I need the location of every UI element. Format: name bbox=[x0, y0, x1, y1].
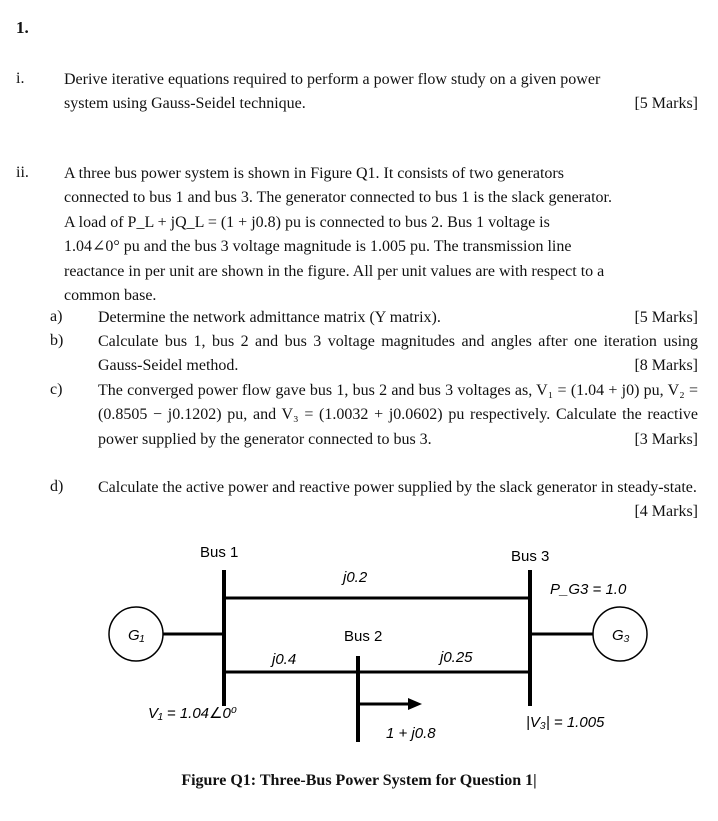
subpart-c-line-4-text: bus 3. bbox=[393, 430, 432, 448]
subpart-c-letter: c) bbox=[50, 381, 63, 398]
subpart-a-marks: [5 Marks] bbox=[634, 309, 698, 326]
bus-1-label: Bus 1 bbox=[200, 544, 239, 561]
v3-label: |V₃| = 1.005 bbox=[526, 714, 605, 731]
part-i-line-2-text: system using Gauss-Seidel technique. bbox=[64, 95, 306, 113]
subpart-b-line-2-text: using Gauss-Seidel method. bbox=[98, 333, 699, 375]
subpart-c-line-2: (1.04 + j0) pu, V₂ = (0.8505 − j0.1202) pu, and V₃ = (1.0032 + j0.0602) pu bbox=[98, 382, 699, 424]
subpart-a-text bbox=[98, 306, 698, 330]
part-i-marks: [5 Marks] bbox=[634, 95, 698, 113]
line-2-3-reactance: j0.25 bbox=[440, 649, 473, 666]
part-ii-text bbox=[64, 162, 698, 308]
part-ii-numeral: ii. bbox=[16, 164, 29, 181]
line-1-2-reactance: j0.4 bbox=[272, 651, 297, 668]
part-ii-line-2: connected to bus 1 and bus 3. The generator connected to bus 1 is the slack generator. bbox=[64, 189, 612, 207]
subpart-d-line-2 bbox=[617, 479, 698, 521]
part-i-line-2 bbox=[64, 92, 698, 116]
part-i-text bbox=[64, 68, 698, 117]
pg3-label: P_G3 = 1.0 bbox=[550, 581, 627, 598]
part-ii-line-6: common base. bbox=[64, 287, 157, 305]
subpart-a-letter: a) bbox=[50, 308, 63, 325]
subpart-b-text bbox=[98, 330, 698, 379]
subpart-b-marks: [8 Marks] bbox=[634, 357, 698, 375]
part-ii-line-3: A load of P_L + jQ_L = (1 + j0.8) pu is connected to bus 2. Bus 1 voltage is bbox=[64, 213, 550, 231]
line-1-3-reactance: j0.2 bbox=[343, 569, 368, 586]
subpart-d-line-1: Calculate the active power and reactive power supplied by the slack generator in bbox=[98, 479, 614, 496]
subpart-d-letter: d) bbox=[50, 478, 64, 495]
subpart-a-line-1 bbox=[98, 309, 698, 326]
bus-3-label: Bus 3 bbox=[511, 548, 550, 565]
bus-2-label: Bus 2 bbox=[344, 628, 383, 645]
g3-label: G₃ bbox=[612, 627, 630, 644]
part-i-line-1: Derive iterative equations required to perform a power flow study on a given power bbox=[64, 71, 601, 88]
question-number: 1. bbox=[16, 18, 29, 37]
part-ii-line-1: A three bus power system is shown in Figure Q1. It consists of two generators bbox=[64, 165, 564, 182]
figure-caption: Figure Q1: Three-Bus Power System for Question 1| bbox=[181, 772, 537, 789]
subpart-b-letter: b) bbox=[50, 332, 64, 349]
v1-label: V₁ = 1.04∠0⁰ bbox=[148, 705, 237, 722]
part-i-numeral: i. bbox=[16, 70, 25, 87]
subpart-b-line-1: Calculate bus 1, bus 2 and bus 3 voltage magnitudes and angles after one iteration bbox=[98, 333, 657, 350]
subpart-d-line-2-text: steady-state. bbox=[617, 479, 697, 496]
subpart-c-line-3: respectively. Calculate the reactive power supplied by the generator connected to bbox=[98, 406, 699, 448]
subpart-d-text bbox=[98, 476, 698, 525]
subpart-c-line-1: The converged power flow gave bus 1, bus 2 and bus 3 voltages as, V₁ = bbox=[98, 382, 567, 399]
g1-label: G₁ bbox=[128, 627, 145, 644]
subpart-c-text bbox=[98, 379, 698, 452]
subpart-c-line-4 bbox=[393, 430, 698, 448]
subpart-c-marks: [3 Marks] bbox=[634, 430, 698, 448]
load-arrow-icon bbox=[408, 698, 422, 710]
part-ii-line-4: 1.04∠0° pu and the bus 3 voltage magnitude is 1.005 pu. The transmission line bbox=[64, 238, 572, 256]
subpart-a-line-1-text: Determine the network admittance matrix (Y matrix). bbox=[98, 309, 441, 326]
part-ii-line-5: reactance in per unit are shown in the figure. All per unit values are with respect to a bbox=[64, 262, 605, 280]
three-bus-diagram bbox=[0, 530, 718, 760]
load-label: 1 + j0.8 bbox=[386, 725, 436, 742]
subpart-d-marks: [4 Marks] bbox=[634, 503, 698, 521]
